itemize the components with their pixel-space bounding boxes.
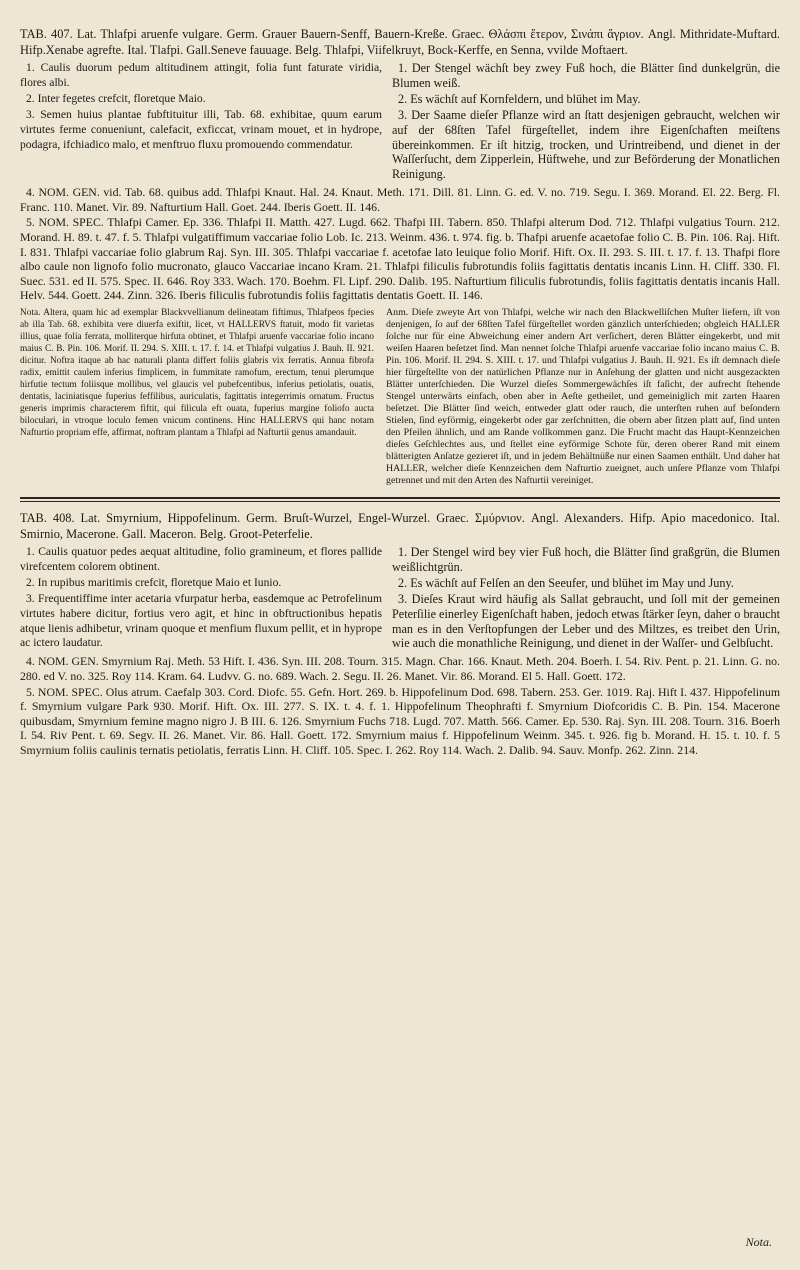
tab408-latin-3: 3. Frequentiffime inter acetaria vfurpatur herba, easdemque ac Petrofelinum virtutes habere dicitur, fortius vero agit, et hinc in obftructionibus hepatis atque lienis adhibetur, vrinam quoque et menfium fluxum pellit, et in hyprope ac ictero laudatur. xyxy=(20,591,382,650)
tab407-latin-3: 3. Semen huius plantae fubftituitur illi, Tab. 68. exhibitae, quum earum virtutes ferme conueniunt, calefacit, exficcat, vrinam mouet, et in hydrope, podagra, ifchiadico malo, et menftruo fluxu promouendo commendatur. xyxy=(20,107,382,151)
tab408-columns xyxy=(20,545,780,652)
tab408-german-3: 3. Dieſes Kraut wird häufig als Sallat gebraucht, und ſoll mit der gemeinen Peterſilie einerley Eigenſchaft haben, jedoch etwas ſtärker ſeyn, daher o braucht man es in den Verſtopfungen der Leber und des Miltzes, es treibet den Urin, wie auch die monathliche Reinigung, und dienet in der Waſſer- und Gelbſucht. xyxy=(392,591,780,651)
tab408-german-column xyxy=(392,545,780,652)
tab407-columns xyxy=(20,61,780,183)
tab407-note-latin: Nota. Altera, quam hic ad exemplar Blackvvellianum delineatam fiftimus, Thlafpeos fpecies ab illa Tab. 68. exhibita vere diuerfa exiftit, licet, vt HALLERVS ftatuit, modo fit varietas illius, quae folia ferrata, molliterque hirfuta obtinet, et Thlafpi aruenfe vaccariae folio incano maius C. B. Pin. 106. Morif. II. 294. S. XIII. t. 17. f. 14. et Thlafpi vulgatius J. Bauh. II. 921. dicitur. Noftra itaque ab hac naturali planta differt foliis glabris vix ferratis. Annua fibrofa radix, emittit caulem inferius fimplicem, in fummitate ramofum, erectum, tenui plerumque hirfutie tectum foliisque mollibus, vel glaucis vel pubefcentibus, inferius petiolatis, ouatis, dentatis, laciniatisque fuperius feffilibus, auriculatis, fagittatis integerrimis ornatum. Fructus generis imprimis characterem fiftit, qui filicula eft ouata, fuperius margine foliofo aucta biloculari, in vtroque loculo femen vnicum continens. Hinc HALLERVS qui hanc notam Nafturtio propriam effe, affirmat, noftram plantam a Thlafpi ad Nafturtii genus amandauit. xyxy=(20,308,374,438)
tab407-nom-gen: 4. NOM. GEN. vid. Tab. 68. quibus add. Thlafpi Knaut. Hal. 24. Knaut. Meth. 171. Dill. 81. Linn. G. ed. V. no. 719. Segu. I. 369. Morand. El. 22. Berg. Fl. Franc. 110. Manet. Vir. 89. Nafturtium Hall. Goet. 244. Iberis Goett. II. 146. xyxy=(20,185,780,214)
tab407-german-1: 1. Der Stengel wächſt bey zwey Fuß hoch, die Blätter ſind dunkelgrün, die Blumen weiß. xyxy=(392,61,780,90)
tab408-latin-column xyxy=(20,545,382,652)
tab407-german-2: 2. Es wächſt auf Kornfeldern, und blühet im May. xyxy=(398,91,641,106)
tab408-heading: TAB. 408. Lat. Smyrnium, Hippofelinum. Germ. Bruſt-Wurzel, Engel-Wurzel. Graec. Σμύρνιον. Angl. Alexanders. Hifp. Apio macedonico. Ital. Smirnio, Macerone. Gall. Maceron. Belg. Groot-Peterfelie. xyxy=(20,511,780,541)
section-divider-thin xyxy=(20,501,780,502)
catchword: Nota. xyxy=(745,1235,772,1249)
document-page xyxy=(20,26,780,1250)
tab408-german-1: 1. Der Stengel wird bey vier Fuß hoch, die Blätter ſind graßgrün, die Blumen weißlichtgrün. xyxy=(392,545,780,574)
tab407-notes xyxy=(20,307,780,487)
tab407-note-german: Anm. Dieſe zweyte Art von Thlafpi, welche wir nach den Blackwelliſchen Muſter liefern, iſt von denjenigen, ſo auf der 68ſten Tafel fürgeſtellet worden gänzlich unterſchieden; obgleich HALLER ſolche nur für eine Abweichung einer andern Art verſichert, deren Blätter eingekerbt, und mit weiſen Haaren beſetzet ſind. Man nennet ſolche Thlafpi aruenfe vaccariae folio incano maius C. B. Pin. 106. Morif. II. 294. S. XIII. t. 17. und Thlafpi vulgatius J. Bauh. II. 921. Es iſt demnach dieſe hier fürgeſtellte von der natürlichen Pflanze nur in Anſehung der glatten und nicht ausgezackten Blätter unterſchieden. Die Wurzel dieſes Sommergewächſes iſt faſicht, der aufrecht ſtehende Stengel unterwärts einfach, oben aber in Aeſte getheilet, und gemeiniglich mit zarten Haaren beſetzet. Die Blätter ſind weich, entweder glatt oder rauch, die unterſten ruhen auf beſondern Stielen, ſind eyförmig, eingekerbt oder gar zerſchnitten, die obern aber ſitzen platt auf, ſind unten den Pfeilen ähnlich, und am Rande vollkommen ganz. Die Frucht macht das Haupt-Kennzeichen dieſes Geſchlechtes aus, und ſtellet eine eyförmige Schote für, deren oberer Rand mit einem blätterigten Anſatze gezieret iſt, und in jedem Behältnüße nur einen Saamen enthält. Und daher hat HALLER, welcher dieſe Kennzeichen dem Nafturtio zueignet, auch unſere Pflanze vom Thlafpi getrennet und mit den Arten des Nafturtii vereiniget. xyxy=(386,307,780,486)
tab407-latin-2: 2. Inter fegetes crefcit, floretque Maio. xyxy=(26,91,206,105)
tab408-nom-gen: 4. NOM. GEN. Smyrnium Raj. Meth. 53 Hift. I. 436. Syn. III. 208. Tourn. 315. Magn. Char. 166. Knaut. Meth. 204. Boerh. I. 54. Riv. Pent. p. 21. Linn. G. no. 280. ed V. no. 325. Roy 114. Kram. 64. Ludvv. G. no. 689. Wach. 2. Segu. II. 26. Manet. Vir. 86. Morand. El 5. Hall. Goett. 172. xyxy=(20,654,780,683)
tab407-nomenclature xyxy=(20,185,780,303)
tab408-nom-spec: 5. NOM. SPEC. Olus atrum. Caefalp 303. Cord. Diofc. 55. Gefn. Hort. 269. b. Hippofelinum Dod. 698. Tabern. 253. Ger. 1019. Raj. Hift I. 437. Hippofelinum f. Smyrnium vulgare Park 930. Morif. Hift. Ox. III. 277. S. IX. t. 4. f. 1. Hippofelinum Theophrafti f. Smyrnium Diofcoridis C. B. Pin. 154. Macerone quibusdam, Smyrnium femine magno nigro J. B III. 6. 126. Smyrnium Fuchs 718. Lugd. 707. Matth. 566. Camer. Ep. 530. Raj. Syn. III. 208. Tourn. 316. Boerh I. 54. Riv Pent. t. 69. Segv. II. 26. Manet. Vir. 86. Hall. Goett. 172. Smyrnium maius f. Hippofelinum Weinm. 345. t. 926. fig b. Morand. H. 15. t. 10. f. 5 Smyrnium foliis caulinis ternatis petiolatis, ferratis Linn. H. Cliff. 105. Spec. I. 262. Roy 114. Wach. 2. Dalib. 94. Sauv. Monfp. 262. Zinn. 214. xyxy=(20,684,780,757)
tab407-german-column xyxy=(392,61,780,183)
tab407-latin-column xyxy=(20,61,382,183)
tab407-nom-spec: 5. NOM. SPEC. Thlafpi Camer. Ep. 336. Thlafpi II. Matth. 427. Lugd. 662. Thafpi III. Tabern. 850. Thlafpi alterum Dod. 712. Thlafpi vulgatius Tourn. 212. Morand. H. 89. t. 47. f. 5. Thlafpi vulgatiffimum vaccariae folio Lob. Ic. 213. Weinm. 436. t. 974. fig. b. Thafpi aruenfe acaetofae folio C. B. Pin. 106. Raj. Hift. I. 831. Thlafpi vaccariae folio glabrum Raj. Syn. III. 305. Thlafpi vaccariae f. acetofae lato leuique folio Morif. Hift. Ox. II. 293. S. III. t. 17. f. 13. Thafpi flore albo caule non lignofo folio mucronato, glauco Vaccariae incano Kram. 21. Thlafpi filiculis fubrotundis foliis fagittatis dentatis incanis Linn. H. Cliff. 330. Fl. Suec. 531. ed II. 575. Spec. II. 646. Roy 333. Wach. 170. Boehm. Fl. Lipf. 290. Dalib. 195. Nafturtium filiculis fubrotundis, foliis fagittatis dentatis incanis Hall. Helv. 544. Goett. 244. Zinn. 326. Iberis filiculis fubrotundis foliis fagittatis dentatis Goett. II. 146. xyxy=(20,215,780,303)
tab408-latin-2: 2. In rupibus maritimis crefcit, floretque Maio et Iunio. xyxy=(26,575,282,589)
tab407-german-3: 3. Der Saame dieſer Pflanze wird an ſtatt desjenigen gebraucht, welchen wir auf der 68ſten Tafel fürgeſtellet, indem ihre Eigenſchaften meiſtens übereinkommen. Er iſt hitzig, trocken, und Urintreibend, und dienet in der Waſſerſucht, dem Zipperlein, Hüftwehe, und zur Beförderung der Monatlichen Reinigung. xyxy=(392,107,780,182)
tab408-german-2: 2. Es wächſt auf Felſen an den Seeufer, und blühet im May und Juny. xyxy=(398,575,734,590)
tab407-latin-1: 1. Caulis duorum pedum altitudinem attingit, folia funt faturate viridia, flores albi. xyxy=(20,61,382,89)
tab407-heading: TAB. 407. Lat. Thlafpi aruenfe vulgare. Germ. Grauer Bauern-Senff, Bauern-Kreße. Graec. Θλάσπι ἕτερον, Σινάπι ἄγριον. Angl. Mithridate-Muftard. Hifp.Xenabe agrefte. Ital. Tlafpi. Gall.Seneve fauuage. Belg. Thlafpi, Viifelkruyt, Bock-Kerffe, en Senna, vvilde Moftaert. xyxy=(20,27,780,57)
section-divider xyxy=(20,497,780,499)
tab408-nomenclature xyxy=(20,654,780,757)
tab408-latin-1: 1. Caulis quatuor pedes aequat altitudine, folio gramineum, et flores pallide virefcentem colorem obtinent. xyxy=(20,545,382,573)
